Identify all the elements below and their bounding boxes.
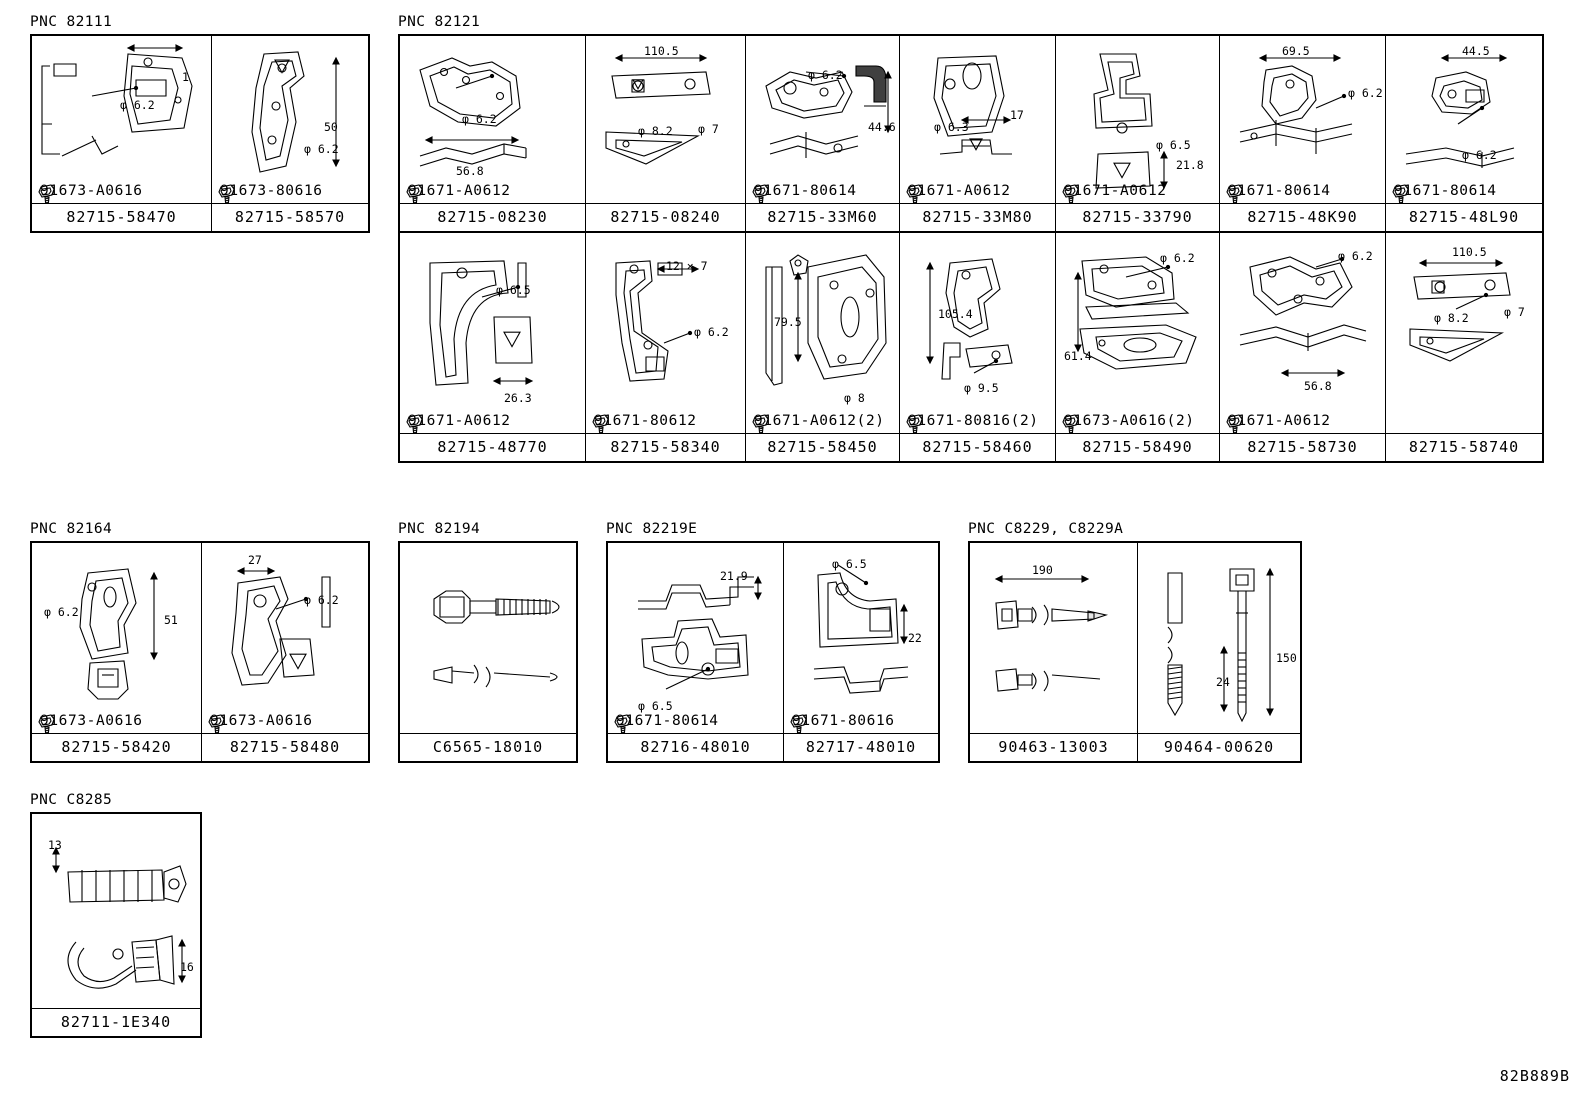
dimension-label: 56.8	[456, 164, 484, 178]
parts-row	[608, 543, 938, 761]
dimension-label: 105.4	[938, 307, 973, 321]
part-number[interactable]: 82715-58420	[32, 733, 201, 761]
part-drawing	[1056, 233, 1219, 433]
part-drawing	[746, 233, 899, 433]
part-number[interactable]: 90464-00620	[1138, 733, 1300, 761]
part-cell[interactable]	[1386, 36, 1542, 231]
dimension-label: 69.5	[1282, 44, 1310, 58]
bolt-callout	[906, 183, 1011, 199]
bolt-callout	[1062, 183, 1167, 199]
bolt-callout	[208, 713, 313, 729]
dimension-label: 1	[182, 70, 189, 84]
bolt-part-number: 91673-A0616	[40, 713, 143, 729]
part-drawing	[1386, 36, 1542, 203]
bolt-callout	[790, 713, 895, 729]
dimension-label: 17	[1010, 108, 1024, 122]
part-cell[interactable]	[1220, 231, 1386, 461]
part-drawing	[900, 36, 1055, 203]
part-drawing	[586, 36, 745, 203]
parts-row	[400, 543, 576, 761]
bolt-part-number: 91671-A0612	[1064, 183, 1167, 199]
part-cell[interactable]	[32, 543, 202, 761]
dimension-label: 44.6	[868, 120, 896, 134]
parts-row	[32, 543, 368, 761]
dimension-label: φ 6.2	[1462, 148, 1497, 162]
part-number[interactable]: 82715-48L90	[1386, 203, 1542, 231]
bolt-callout	[38, 183, 143, 199]
bolt-part-number: 91671-A0612	[408, 183, 511, 199]
group-pnc-c8285	[30, 792, 202, 1038]
part-cell[interactable]	[1056, 36, 1220, 231]
dimension-label: 110.5	[644, 44, 679, 58]
part-number[interactable]: 82715-58480	[202, 733, 368, 761]
bolt-part-number: 91671-80816(2)	[908, 413, 1039, 429]
part-cell[interactable]	[400, 543, 576, 761]
dimension-label: φ 6.2	[304, 593, 339, 607]
part-cell[interactable]	[900, 231, 1056, 461]
bolt-callout	[1062, 413, 1195, 429]
dimension-label: 21.8	[1176, 158, 1204, 172]
dimension-label: 22	[908, 631, 922, 645]
part-drawing	[32, 36, 211, 203]
part-cell[interactable]	[32, 36, 212, 231]
dimension-label: φ 7	[698, 122, 719, 136]
part-number[interactable]: 90463-13003	[970, 733, 1137, 761]
part-number[interactable]: 82715-58470	[32, 203, 211, 231]
part-drawing	[400, 543, 576, 733]
dimension-label: φ 6.2	[44, 605, 79, 619]
dimension-label: φ 6.3	[934, 120, 969, 134]
part-number[interactable]: 82711-1E340	[32, 1008, 200, 1036]
parts-grid	[398, 34, 1544, 463]
dimension-label: 110.5	[1452, 245, 1487, 259]
bolt-part-number: 91671-A0612	[1228, 413, 1331, 429]
part-number[interactable]: 82715-58570	[212, 203, 368, 231]
dimension-label: 190	[1032, 563, 1053, 577]
part-cell[interactable]	[746, 231, 900, 461]
dimension-label: φ 7	[1504, 305, 1525, 319]
part-drawing	[212, 36, 368, 203]
dimension-label: φ 6.2	[120, 98, 155, 112]
dimension-label: φ 6.2	[808, 68, 843, 82]
part-cell[interactable]	[586, 36, 746, 231]
group-label: PNC 82219E	[606, 521, 698, 537]
dimension-label: φ 6.5	[1156, 138, 1191, 152]
part-drawing	[784, 543, 938, 733]
dimension-label: φ 6.5	[638, 699, 673, 713]
group-pnc-82194	[398, 521, 578, 763]
group-label: PNC 82194	[398, 521, 481, 537]
dimension-label: φ 6.2	[694, 325, 729, 339]
bolt-part-number: 91673-A0616	[210, 713, 313, 729]
parts-grid	[30, 812, 202, 1038]
dimension-label: φ 9.5	[964, 381, 999, 395]
bolt-part-number: 91671-A0612	[408, 413, 511, 429]
part-cell[interactable]	[586, 231, 746, 461]
part-cell[interactable]	[970, 543, 1138, 761]
part-drawing	[400, 233, 585, 433]
bolt-callout	[1226, 183, 1331, 199]
dimension-label: 56.8	[1304, 379, 1332, 393]
bolt-part-number: 91671-80612	[594, 413, 697, 429]
dimension-label: 13	[48, 838, 62, 852]
group-label: PNC 82121	[398, 14, 481, 30]
part-cell[interactable]	[400, 36, 586, 231]
part-cell[interactable]	[608, 543, 784, 761]
part-cell[interactable]	[202, 543, 368, 761]
bolt-part-number: 91671-80616	[792, 713, 895, 729]
bolt-part-number: 91673-80616	[220, 183, 323, 199]
parts-grid	[30, 541, 370, 763]
part-drawing	[32, 543, 201, 733]
bolt-callout	[614, 713, 719, 729]
bolt-callout	[592, 413, 697, 429]
dimension-label: 50	[324, 120, 338, 134]
dimension-label: φ 6.2	[304, 142, 339, 156]
part-drawing	[1220, 233, 1385, 433]
dimension-label: 24	[1216, 675, 1230, 689]
parts-grid	[606, 541, 940, 763]
part-cell[interactable]	[900, 36, 1056, 231]
part-number[interactable]: C6565-18010	[400, 733, 576, 761]
bolt-part-number: 91671-A0612(2)	[754, 413, 885, 429]
bolt-part-number: 91673-A0616(2)	[1064, 413, 1195, 429]
parts-row	[970, 543, 1300, 761]
part-cell[interactable]	[746, 36, 900, 231]
dimension-label: φ 8	[844, 391, 865, 405]
part-drawing	[1138, 543, 1300, 733]
dimension-label: 79.5	[774, 315, 802, 329]
dimension-label: 27	[248, 553, 262, 567]
dimension-label: 21.9	[720, 569, 748, 583]
dimension-label: φ 6.2	[462, 112, 497, 126]
dimension-label: φ 8.2	[638, 124, 673, 138]
group-pnc-82111	[30, 14, 370, 233]
part-drawing	[900, 233, 1055, 433]
dimension-label: 16	[180, 960, 194, 974]
parts-row	[400, 231, 1542, 461]
part-cell[interactable]	[32, 814, 200, 1036]
part-cell[interactable]	[1220, 36, 1386, 231]
dimension-label: 12 × 7	[666, 259, 708, 273]
bolt-callout	[906, 413, 1039, 429]
parts-grid	[30, 34, 370, 233]
group-pnc-c8229	[968, 521, 1302, 763]
bolt-part-number: 91671-A0612	[908, 183, 1011, 199]
part-number[interactable]: 82715-48K90	[1220, 203, 1385, 231]
parts-row	[400, 36, 1542, 231]
part-cell[interactable]	[784, 543, 938, 761]
part-number[interactable]: 82715-58490	[1056, 433, 1219, 461]
part-number[interactable]: 82715-58730	[1220, 433, 1385, 461]
bolt-part-number: 91671-80614	[754, 183, 857, 199]
part-cell[interactable]	[1056, 231, 1220, 461]
bolt-callout	[752, 413, 885, 429]
bolt-callout	[1226, 413, 1331, 429]
bolt-callout	[752, 183, 857, 199]
part-drawing	[746, 36, 899, 203]
part-number[interactable]: 82715-58340	[586, 433, 745, 461]
part-drawing	[202, 543, 368, 733]
parts-row	[32, 814, 200, 1036]
parts-row	[32, 36, 368, 231]
bolt-part-number: 91671-80614	[616, 713, 719, 729]
dimension-label: 51	[164, 613, 178, 627]
dimension-label: φ 8.2	[1434, 311, 1469, 325]
part-cell[interactable]	[1138, 543, 1300, 761]
bolt-callout	[406, 183, 511, 199]
part-number[interactable]: 82715-58450	[746, 433, 899, 461]
part-number[interactable]: 82715-33790	[1056, 203, 1219, 231]
dimension-label: 26.3	[504, 391, 532, 405]
group-pnc-82164	[30, 521, 370, 763]
dimension-label: 61.4	[1064, 349, 1092, 363]
bolt-callout	[406, 413, 511, 429]
bolt-callout	[38, 713, 143, 729]
dimension-label: φ 6.5	[832, 557, 867, 571]
part-number[interactable]: 82715-33M80	[900, 203, 1055, 231]
dimension-label: φ 6.5	[496, 283, 531, 297]
part-number[interactable]: 82715-48770	[400, 433, 585, 461]
part-drawing	[1386, 233, 1542, 433]
group-label: PNC C8229, C8229A	[968, 521, 1124, 537]
group-label: PNC C8285	[30, 792, 113, 808]
group-label: PNC 82164	[30, 521, 113, 537]
dimension-label: φ 6.2	[1338, 249, 1373, 263]
group-label: PNC 82111	[30, 14, 113, 30]
part-drawing	[608, 543, 783, 733]
part-drawing	[1220, 36, 1385, 203]
part-drawing	[1056, 36, 1219, 203]
part-drawing	[400, 36, 585, 203]
part-number[interactable]: 82715-08230	[400, 203, 585, 231]
parts-grid	[968, 541, 1302, 763]
part-number[interactable]: 82717-48010	[784, 733, 938, 761]
sheet-code: 82B889B	[1499, 1067, 1570, 1085]
part-number[interactable]: 82715-58740	[1386, 433, 1542, 461]
part-number[interactable]: 82715-33M60	[746, 203, 899, 231]
part-drawing	[586, 233, 745, 433]
part-number[interactable]: 82715-08240	[586, 203, 745, 231]
parts-grid	[398, 541, 578, 763]
part-number[interactable]: 82716-48010	[608, 733, 783, 761]
dimension-label: φ 6.2	[1348, 86, 1383, 100]
bolt-part-number: 91673-A0616	[40, 183, 143, 199]
part-drawing	[32, 814, 200, 1008]
dimension-label: 150	[1276, 651, 1297, 665]
part-cell[interactable]	[212, 36, 368, 231]
part-cell[interactable]	[400, 231, 586, 461]
part-number[interactable]: 82715-58460	[900, 433, 1055, 461]
bolt-part-number: 91671-80614	[1394, 183, 1497, 199]
part-cell[interactable]	[1386, 231, 1542, 461]
dimension-label: φ 6.2	[1160, 251, 1195, 265]
bolt-part-number: 91671-80614	[1228, 183, 1331, 199]
group-pnc-82219e	[606, 521, 940, 763]
bolt-callout	[218, 183, 323, 199]
dimension-label: 44.5	[1462, 44, 1490, 58]
part-drawing	[970, 543, 1137, 733]
bolt-callout	[1392, 183, 1497, 199]
group-pnc-82121	[398, 14, 1544, 463]
